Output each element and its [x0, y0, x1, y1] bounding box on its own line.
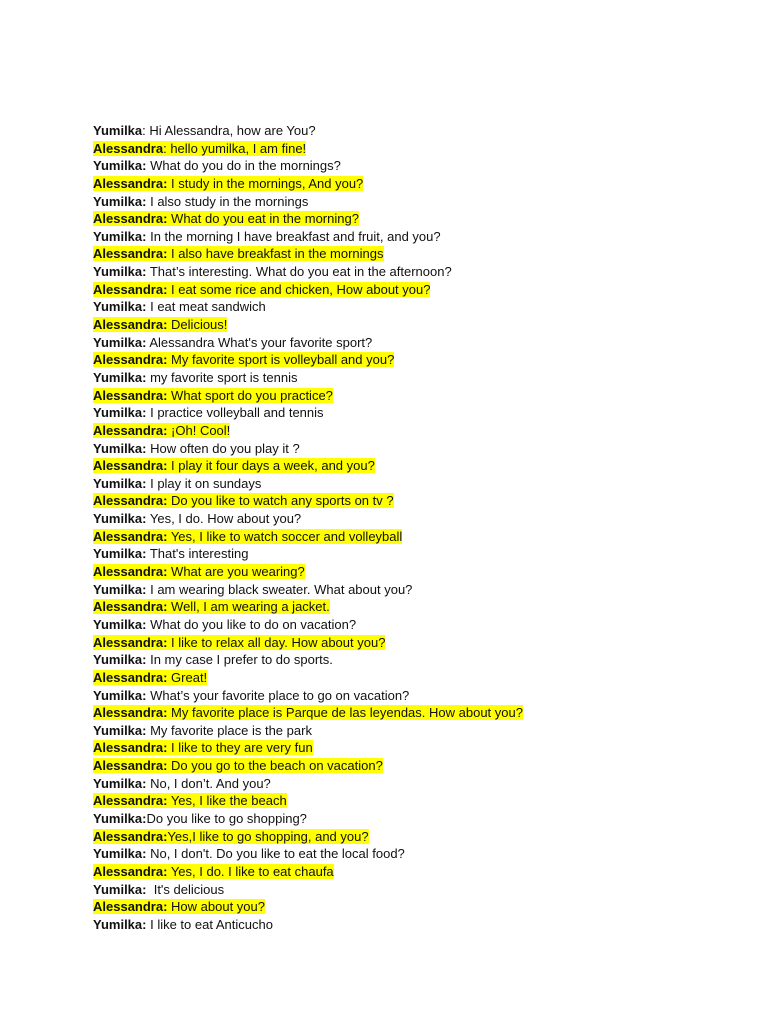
dialogue-line — [93, 863, 733, 881]
highlighted-line-text — [93, 176, 363, 191]
speaker-name: Alessandra — [93, 140, 164, 156]
highlighted-line-text — [93, 793, 287, 808]
speaker-name: Alessandra: — [93, 528, 168, 544]
highlighted-line-text — [93, 599, 330, 614]
dialogue-line — [93, 916, 733, 934]
utterance-text: No, I don’t. And you? — [150, 775, 271, 791]
utterance-text: What do you eat in the morning? — [171, 211, 359, 227]
speaker-name: Alessandra: — [93, 634, 168, 650]
dialogue-line — [93, 739, 733, 757]
speaker-name: Alessandra: — [93, 211, 168, 227]
speaker-name: Yumilka: — [93, 722, 147, 738]
dialogue-line — [93, 651, 733, 669]
line-text — [93, 229, 441, 244]
dialogue-line — [93, 210, 733, 228]
dialogue-line — [93, 563, 733, 581]
speaker-name: Alessandra: — [93, 863, 168, 879]
highlighted-line-text — [93, 670, 207, 685]
line-text — [93, 511, 301, 526]
utterance-text: My favorite place is the park — [150, 722, 312, 738]
highlighted-line-text — [93, 864, 334, 879]
line-text — [93, 846, 405, 861]
highlighted-line-text — [93, 211, 359, 226]
speaker-separator — [146, 882, 153, 897]
dialogue-line — [93, 422, 733, 440]
dialogue-line — [93, 245, 733, 263]
utterance-text: I study in the mornings, And you? — [171, 175, 364, 191]
dialogue-line — [93, 228, 733, 246]
speaker-name: Yumilka: — [93, 511, 147, 527]
speaker-name: Alessandra: — [93, 281, 168, 297]
speaker-name: Alessandra: — [93, 740, 168, 756]
speaker-name: Yumilka: — [93, 405, 147, 421]
dialogue-line — [93, 616, 733, 634]
speaker-name: Alessandra: — [93, 669, 168, 685]
utterance-text: I am wearing black sweater. What about you? — [150, 581, 413, 597]
utterance-text: Yes,I like to go shopping, and you? — [167, 828, 369, 844]
dialogue-line — [93, 775, 733, 793]
speaker-name: Alessandra: — [93, 422, 168, 438]
utterance-text: I like to eat Anticucho — [150, 916, 273, 932]
utterance-text: It's delicious — [153, 881, 225, 897]
dialogue-line — [93, 175, 733, 193]
speaker-separator: : — [142, 123, 150, 138]
highlighted-line-text — [93, 423, 230, 438]
speaker-name: Yumilka: — [93, 652, 147, 668]
speaker-name: Alessandra: — [93, 828, 168, 844]
dialogue-line — [93, 510, 733, 528]
highlighted-line-text — [93, 388, 333, 403]
utterance-text: I eat meat sandwich — [150, 299, 266, 315]
line-text — [93, 476, 261, 491]
utterance-text: My favorite place is Parque de las leyendas. How about you? — [171, 705, 523, 721]
dialogue-line — [93, 881, 733, 899]
line-text — [93, 264, 452, 279]
dialogue-line — [93, 457, 733, 475]
speaker-name: Alessandra: — [93, 705, 168, 721]
utterance-text: I eat some rice and chicken, How about you? — [171, 281, 431, 297]
utterance-text: Delicious! — [171, 317, 228, 333]
utterance-text: I like to relax all day. How about you? — [171, 634, 386, 650]
utterance-text: I play it four days a week, and you? — [171, 458, 375, 474]
speaker-name: Yumilka: — [93, 810, 147, 826]
highlighted-line-text — [93, 493, 394, 508]
highlighted-line-text — [93, 352, 394, 367]
line-text — [93, 405, 324, 420]
dialogue-line — [93, 157, 733, 175]
utterance-text: What sport do you practice? — [171, 387, 333, 403]
dialogue-line — [93, 404, 733, 422]
dialogue-line — [93, 492, 733, 510]
utterance-text: Do you go to the beach on vacation? — [171, 758, 383, 774]
line-text — [93, 299, 266, 314]
highlighted-line-text — [93, 246, 384, 261]
speaker-name: Alessandra: — [93, 387, 168, 403]
utterance-text: hello yumilka, I am fine! — [170, 140, 307, 156]
speaker-name: Alessandra: — [93, 793, 168, 809]
utterance-text: That's interesting — [149, 546, 249, 562]
dialogue-line — [93, 704, 733, 722]
line-text — [93, 194, 308, 209]
utterance-text: That’s interesting. What do you eat in the afternoon? — [149, 264, 452, 280]
dialogue-line — [93, 193, 733, 211]
utterance-text: How often do you play it ? — [150, 440, 300, 456]
utterance-text: I also have breakfast in the mornings — [171, 246, 384, 262]
utterance-text: How about you? — [171, 899, 265, 915]
dialogue-line — [93, 316, 733, 334]
speaker-separator: : — [163, 140, 171, 156]
highlighted-line-text — [93, 141, 306, 156]
dialogue-line — [93, 298, 733, 316]
line-text — [93, 776, 271, 791]
line-text — [93, 335, 372, 350]
utterance-text: What are you wearing? — [171, 564, 305, 580]
dialogue-line — [93, 687, 733, 705]
dialogue-line — [93, 828, 733, 846]
speaker-name: Yumilka: — [93, 881, 147, 897]
speaker-name: Yumilka: — [93, 264, 147, 280]
speaker-name: Yumilka: — [93, 775, 147, 791]
speaker-name: Alessandra: — [93, 317, 168, 333]
dialogue-line — [93, 122, 733, 140]
speaker-name: Alessandra: — [93, 493, 168, 509]
speaker-name: Yumilka: — [93, 158, 147, 174]
speaker-name: Alessandra: — [93, 599, 168, 615]
dialogue-line — [93, 475, 733, 493]
speaker-name: Alessandra: — [93, 352, 168, 368]
utterance-text: I practice volleyball and tennis — [150, 405, 324, 421]
speaker-name: Yumilka: — [93, 193, 147, 209]
utterance-text: Do you like to watch any sports on tv ? — [171, 493, 394, 509]
dialogue-line — [93, 898, 733, 916]
utterance-text: In my case I prefer to do sports. — [150, 652, 333, 668]
line-text — [93, 582, 412, 597]
speaker-name: Yumilka — [93, 123, 143, 138]
dialogue-line — [93, 792, 733, 810]
utterance-text: I also study in the mornings — [150, 193, 309, 209]
utterance-text: I play it on sundays — [150, 475, 262, 491]
speaker-name: Yumilka: — [93, 916, 147, 932]
speaker-name: Yumilka: — [93, 299, 147, 315]
highlighted-line-text — [93, 899, 265, 914]
dialogue-line — [93, 634, 733, 652]
highlighted-line-text — [93, 829, 369, 844]
utterance-text: I like to they are very fun — [171, 740, 313, 756]
speaker-name: Yumilka: — [93, 846, 147, 862]
utterance-text: ¡Oh! Cool! — [171, 422, 231, 438]
line-text — [93, 811, 307, 826]
speaker-name: Alessandra: — [93, 246, 168, 262]
line-text — [93, 617, 356, 632]
speaker-name: Alessandra: — [93, 458, 168, 474]
utterance-text: my favorite sport is tennis — [150, 369, 298, 385]
line-text — [93, 652, 333, 667]
dialogue-line — [93, 598, 733, 616]
highlighted-line-text — [93, 705, 523, 720]
speaker-name: Yumilka: — [93, 228, 147, 244]
speaker-name: Yumilka: — [93, 581, 147, 597]
utterance-text: Yes, I do. How about you? — [149, 511, 302, 527]
line-text — [93, 882, 224, 897]
line-text — [93, 688, 409, 703]
utterance-text: Yes, I like the beach — [170, 793, 287, 809]
highlighted-line-text — [93, 564, 305, 579]
line-text — [93, 723, 312, 738]
dialogue-line — [93, 263, 733, 281]
utterance-text: What do you like to do on vacation? — [150, 616, 357, 632]
utterance-text: In the morning I have breakfast and fruit, and you? — [150, 228, 441, 244]
speaker-name: Yumilka: — [93, 546, 147, 562]
dialogue-line — [93, 440, 733, 458]
utterance-text: Hi Alessandra, how are You? — [149, 123, 316, 138]
speaker-name: Yumilka: — [93, 369, 147, 385]
dialogue-line — [93, 387, 733, 405]
highlighted-line-text — [93, 317, 227, 332]
speaker-name: Alessandra: — [93, 758, 168, 774]
dialogue-line — [93, 545, 733, 563]
dialogue-line — [93, 351, 733, 369]
utterance-text: Do you like to go shopping? — [146, 810, 307, 826]
utterance-text: Yes, I like to watch soccer and volleyball — [170, 528, 403, 544]
speaker-name: Yumilka: — [93, 687, 147, 703]
dialogue-line — [93, 369, 733, 387]
dialogue-line — [93, 140, 733, 158]
line-text — [93, 158, 341, 173]
dialogue-line — [93, 845, 733, 863]
dialogue-line — [93, 528, 733, 546]
highlighted-line-text — [93, 529, 402, 544]
dialogue-line — [93, 669, 733, 687]
utterance-text: What do you do in the mornings? — [150, 158, 341, 174]
line-text — [93, 123, 316, 138]
dialogue-line — [93, 281, 733, 299]
speaker-name: Yumilka: — [93, 440, 147, 456]
dialogue-line — [93, 722, 733, 740]
utterance-text: Great! — [171, 669, 208, 685]
dialogue-line — [93, 581, 733, 599]
utterance-text: No, I don't. Do you like to eat the local food? — [150, 846, 405, 862]
utterance-text: What’s your favorite place to go on vacation? — [150, 687, 410, 703]
utterance-text: My favorite sport is volleyball and you? — [171, 352, 395, 368]
dialogue-line — [93, 757, 733, 775]
dialogue-line — [93, 334, 733, 352]
highlighted-line-text — [93, 458, 375, 473]
speaker-name: Yumilka: — [93, 334, 147, 350]
line-text — [93, 546, 248, 561]
highlighted-line-text — [93, 282, 430, 297]
speaker-name: Alessandra: — [93, 175, 168, 191]
line-text — [93, 917, 273, 932]
utterance-text: Well, I am wearing a jacket. — [171, 599, 330, 615]
line-text — [93, 441, 300, 456]
utterance-text: Alessandra What's your favorite sport? — [149, 334, 373, 350]
speaker-name: Alessandra: — [93, 899, 168, 915]
line-text — [93, 370, 297, 385]
dialogue-line — [93, 810, 733, 828]
dialogue-document — [93, 122, 733, 933]
highlighted-line-text — [93, 740, 313, 755]
speaker-name: Yumilka: — [93, 475, 147, 491]
utterance-text: Yes, I do. I like to eat chaufa — [170, 863, 334, 879]
highlighted-line-text — [93, 758, 383, 773]
highlighted-line-text — [93, 635, 385, 650]
speaker-name: Alessandra: — [93, 564, 168, 580]
speaker-name: Yumilka: — [93, 616, 147, 632]
